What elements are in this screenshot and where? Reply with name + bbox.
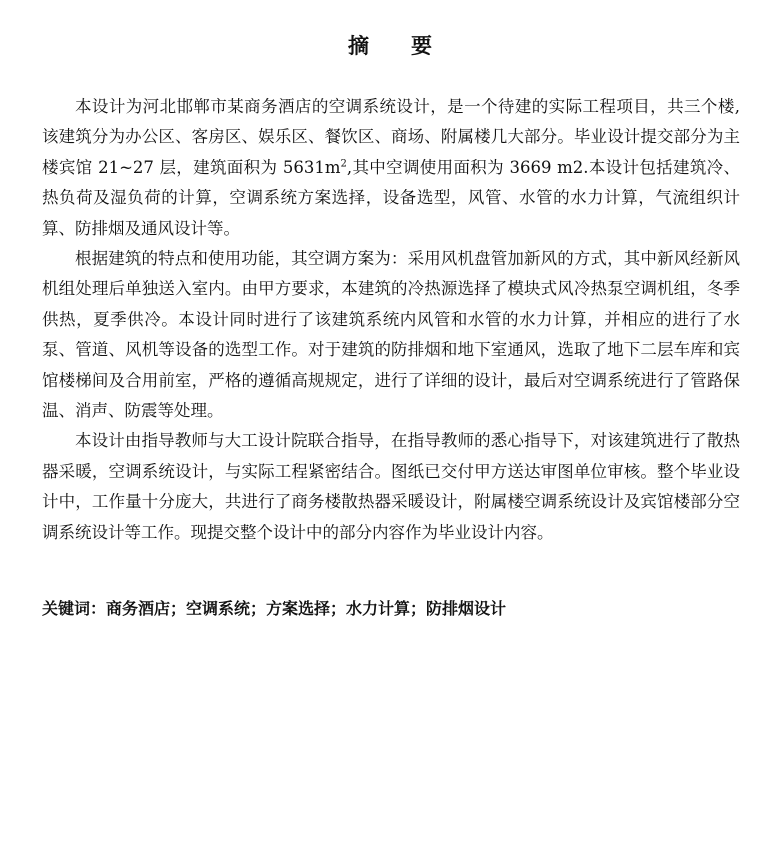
paragraph-1-text-end: ,其中空调使用面积为 3669 m2.本设计包括建筑冷、热负荷及湿负荷的计算，空调系统方案选择，设备选型，风管、水管的水力计算，气流组织计算、防排烟及通风设计等。	[42, 157, 740, 238]
abstract-paragraph-2: 根据建筑的特点和使用功能，其空调方案为：采用风机盘管加新风的方式，其中新风经新风机组处理后单独送入室内。由甲方要求，本建筑的冷热源选择了模块式风冷热泵空调机组，冬季供热，夏季供冷。本设计同时进行了该建筑系统内风管和水管的水力计算，并相应的进行了水泵、管道、风机等设备的选型工作。对于建筑的防排烟和地下室通风，选取了地下二层车库和宾馆楼梯间及合用前室，严格的遵循高规规定，进行了详细的设计，最后对空调系统进行了管路保温、消声、防震等处理。	[42, 249, 740, 421]
abstract-paragraph-3: 本设计由指导教师与大工设计院联合指导，在指导教师的悉心指导下，对该建筑进行了散热器采暖，空调系统设计，与实际工程紧密结合。图纸已交付甲方送达审图单位审核。整个毕业设计中，工作量十分庞大，共进行了商务楼散热器采暖设计，附属楼空调系统设计及宾馆楼部分空调系统设计等工作。现提交整个设计中的部分内容作为毕业设计内容。	[42, 431, 740, 542]
paragraph-1-text-start: 本设计为河北邯郸市某商务酒店的空调系统设计，是一个待建的实际工程项目，共三个楼,该建筑分为办公区、客房区、娱乐区、餐饮区、商场、附属楼几大部分。毕业设计提交部分为主楼宾馆 21~27 层，建筑面积为 5631m	[42, 97, 740, 177]
abstract-paragraph-1	[42, 92, 740, 244]
abstract-body	[42, 92, 740, 548]
area-unit-superscript: 2	[340, 158, 347, 170]
abstract-title: 摘 要	[348, 34, 432, 58]
keywords-line: 关键词：商务酒店；空调系统；方案选择；水力计算；防排烟设计	[42, 599, 507, 618]
